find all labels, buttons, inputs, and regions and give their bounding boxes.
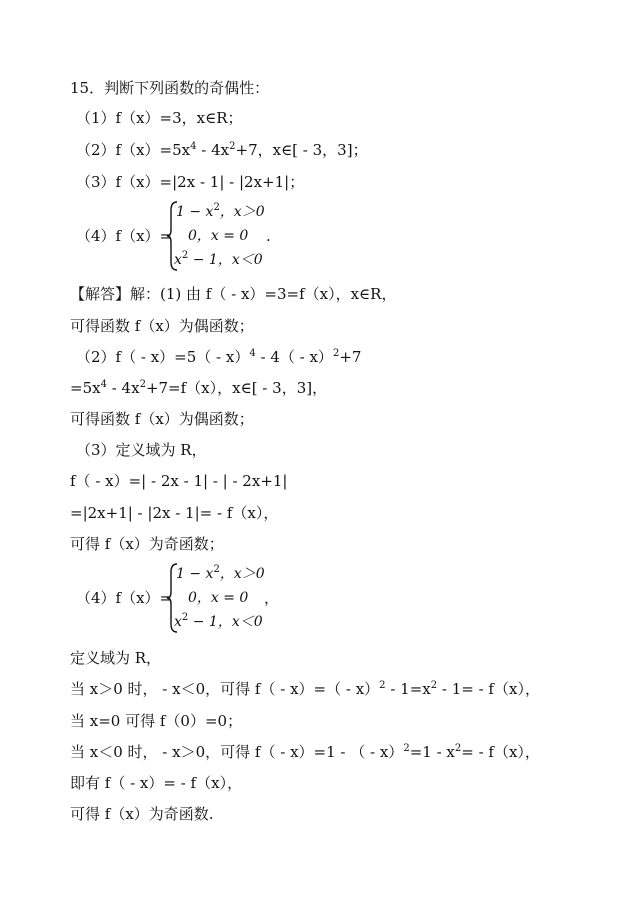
- answer-line-8: =|2x+1| - |2x - 1|= - f（x），: [70, 504, 279, 522]
- answer-line-14: 当 x＜0 时， - x＞0，可得 f（ - x）=1 - （ - $x)^2=1 - x^2= - f(x)$，: [70, 743, 540, 761]
- a4-tail: ，: [264, 589, 280, 607]
- answer-line-4: $=5x^4 - 4x^2+7=f(x)$，x∈[ - 3，3]，: [70, 379, 328, 397]
- answer-line-11: 定义域为 R，: [70, 649, 162, 667]
- answer-line-5: 可得函数 f（x）为偶函数；: [70, 410, 254, 428]
- q2-text-a: （2）f（x）=5x: [76, 141, 191, 159]
- a4-case-1: $1 - x^2$，x＞0: [176, 564, 265, 582]
- answer-line-12: 当 x＞0 时， - x＜0，可得 $f( - x)=( - x)^2 - 1=x^2 - 1= - f(x)$，: [70, 680, 540, 698]
- answer-line-15: 即有 f（ - x）= - f（x），: [70, 774, 243, 792]
- answer-line-2: 可得函数 f（x）为偶函数；: [70, 317, 254, 335]
- answer-line-16: 可得 f（x）为奇函数.: [70, 805, 214, 823]
- q2-exp-2: 2: [229, 141, 236, 152]
- question-2: [76, 140, 368, 160]
- answer-line-3: （2）f（ - x）=5（ - x）$^4$ - 4（ - x）$^2$+7: [76, 348, 362, 366]
- q4-case-1: $1 - x^2$，x＞0: [176, 202, 265, 220]
- q2-exp-4: 4: [190, 141, 197, 152]
- q4-case-3: $x^2 - 1$，x＜0: [174, 250, 263, 268]
- a4-label: （4）f（x）=: [76, 589, 173, 607]
- answer-line-13: 当 x=0 可得 f（0）=0；: [70, 712, 243, 730]
- answer-line-6: （3）定义域为 R，: [76, 441, 207, 459]
- q2-text-e: +7，x∈[ - 3，3]；: [235, 141, 368, 159]
- a4-case-2: 0，x = 0: [188, 590, 249, 606]
- q4-case-2: 0，x = 0: [188, 228, 249, 244]
- question-3: （3）f（x）=|2x - 1| - |2x+1|；: [76, 173, 305, 191]
- problem-title: 15．判断下列函数的奇偶性：: [70, 79, 270, 97]
- q4-label: （4）f（x）=: [76, 227, 173, 245]
- a4-case-3: $x^2 - 1$，x＜0: [174, 612, 263, 630]
- question-1: （1）f（x）=3，x∈R；: [76, 109, 243, 127]
- q2-text-c: - 4x: [196, 141, 230, 159]
- answer-line-9: 可得 f（x）为奇函数；: [70, 535, 224, 553]
- q4-tail: .: [266, 227, 271, 245]
- answer-line-7: f（ - x）=| - 2x - 1| - | - 2x+1|: [70, 472, 288, 490]
- answer-line-1: 【解答】解：(1) 由 f（ - x）=3=f（x），x∈R，: [70, 285, 397, 303]
